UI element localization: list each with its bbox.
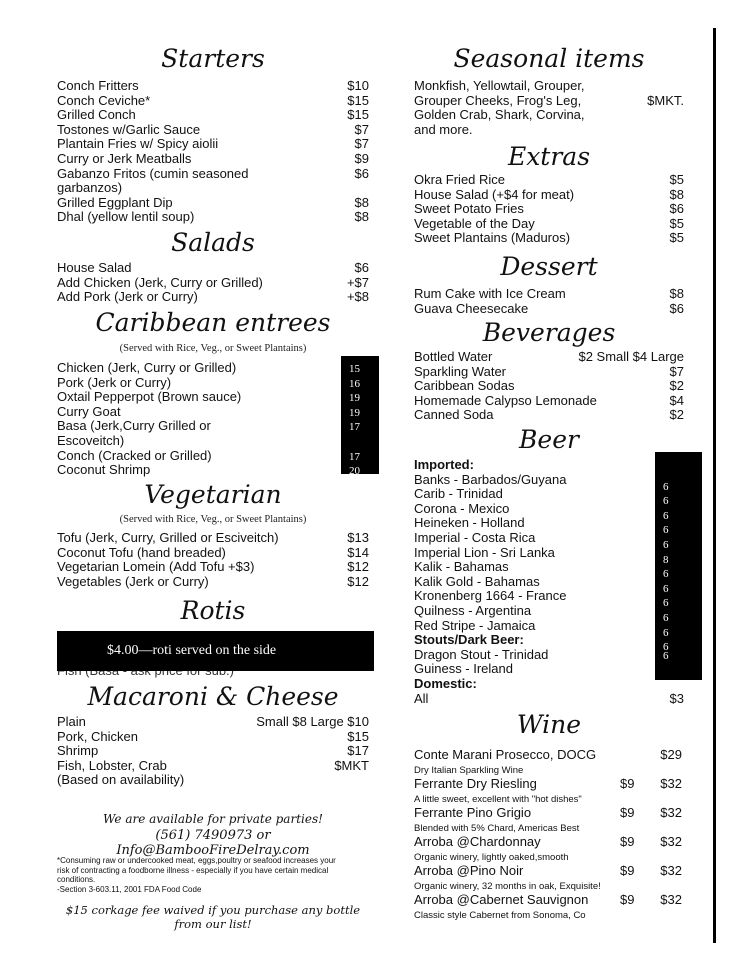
wine-name: Ferrante Dry Riesling bbox=[414, 776, 537, 791]
item-price: $15 bbox=[347, 92, 369, 108]
item-name: Guava Cheesecake bbox=[414, 300, 529, 316]
item-name: Tostones w/Garlic Sauce bbox=[57, 121, 201, 137]
item-name: Kalik - Bahamas bbox=[414, 559, 509, 575]
menu-item bbox=[414, 394, 684, 409]
menu-item bbox=[57, 376, 369, 391]
menu-item bbox=[57, 390, 369, 405]
item-price: $MKT. bbox=[647, 92, 684, 108]
wine-heading: Wine bbox=[516, 710, 582, 739]
item-price: $7 bbox=[354, 121, 369, 137]
caribbean-heading: Caribbean entrees bbox=[95, 308, 331, 337]
item-name: Imperial - Costa Rica bbox=[414, 530, 536, 545]
wine-description: A little sweet, excellent with "hot dishes" bbox=[414, 794, 582, 805]
seasonal-line bbox=[414, 94, 684, 109]
beer-item bbox=[414, 502, 684, 517]
wine-description: Classic style Cabernet from Sonoma, Co bbox=[414, 910, 586, 921]
item-name: All bbox=[414, 690, 429, 706]
wine-description: Dry Italian Sparkling Wine bbox=[414, 765, 524, 776]
menu-item bbox=[57, 261, 369, 276]
menu-item bbox=[57, 575, 369, 590]
beer-price: 6 bbox=[663, 641, 669, 654]
item-name: Pork (Jerk or Curry) bbox=[57, 374, 172, 390]
item-price: $2 Small $4 Large bbox=[578, 349, 684, 364]
seasonal-heading: Seasonal items bbox=[453, 44, 645, 73]
entree-price: 16 bbox=[349, 377, 360, 390]
item-price: $8 bbox=[669, 186, 684, 202]
item-name: Carib - Trinidad bbox=[414, 486, 503, 502]
item-price: $6 bbox=[354, 260, 369, 275]
item-name: Red Stripe - Jamaica bbox=[414, 617, 536, 633]
menu-item bbox=[57, 744, 369, 759]
beer-item bbox=[414, 487, 684, 502]
beverages-heading: Beverages bbox=[482, 318, 616, 347]
menu-item bbox=[57, 759, 369, 774]
item-price: $6 bbox=[354, 165, 369, 181]
item-price: $12 bbox=[347, 573, 369, 589]
beer-item bbox=[414, 648, 684, 663]
item-name: Canned Soda bbox=[414, 407, 494, 423]
beer-price: 6 bbox=[663, 480, 669, 493]
item-name: House Salad bbox=[57, 260, 132, 275]
starters-heading: Starters bbox=[161, 44, 265, 73]
item-name: Sweet Plantains (Maduros) bbox=[414, 230, 571, 246]
item-name: Bottled Water bbox=[414, 349, 493, 364]
item-price: Small $8 Large $10 bbox=[256, 714, 369, 729]
item-price: +$7 bbox=[346, 274, 369, 290]
entree-price: 20 bbox=[349, 465, 360, 478]
disclaimer-line-1: *Consuming raw or undercooked meat, eggs,poultry or seafood increases your bbox=[57, 856, 336, 865]
item-price: $5 bbox=[669, 230, 684, 246]
beer-price: 6 bbox=[663, 612, 669, 624]
item-name: Rum Cake with Ice Cream bbox=[414, 286, 566, 301]
beer-heading: Beer bbox=[519, 425, 579, 454]
item-price: $15 bbox=[347, 107, 369, 123]
menu-item bbox=[57, 152, 369, 167]
caribbean-note: (Served with Rice, Veg., or Sweet Plantains) bbox=[119, 343, 307, 354]
item-price: $12 bbox=[347, 559, 369, 575]
beer-price: 6 bbox=[663, 495, 669, 508]
wine-bottle-price: $32 bbox=[660, 805, 682, 820]
menu-item bbox=[57, 449, 369, 464]
item-name: Guiness - Ireland bbox=[414, 661, 513, 677]
item-name: Imported: bbox=[414, 457, 474, 472]
beer-price-block bbox=[655, 452, 702, 680]
item-name: Shrimp bbox=[57, 743, 99, 759]
menu-item bbox=[57, 434, 369, 449]
beer-price: 6 bbox=[663, 568, 669, 581]
menu-item bbox=[414, 350, 684, 365]
seasonal-line bbox=[414, 79, 684, 94]
item-name: Add Chicken (Jerk, Curry or Grilled) bbox=[57, 274, 263, 290]
wine-glass-price: $9 bbox=[620, 805, 635, 820]
item-name: Sparkling Water bbox=[414, 363, 506, 379]
beer-item bbox=[414, 589, 684, 604]
item-name: Curry Goat bbox=[57, 403, 121, 419]
menu-item bbox=[57, 405, 369, 420]
item-price: $10 bbox=[347, 78, 369, 93]
beer-price: 6 bbox=[663, 509, 669, 522]
menu-item bbox=[57, 94, 369, 109]
menu-item bbox=[414, 217, 684, 232]
item-name: Basa (Jerk,Curry Grilled or bbox=[57, 418, 211, 434]
beer-item bbox=[414, 575, 684, 590]
menu-item bbox=[57, 531, 369, 546]
item-name: Grouper Cheeks, Frog's Leg, bbox=[414, 92, 582, 108]
menu-item bbox=[57, 715, 369, 730]
wine-glass-price: $9 bbox=[620, 834, 635, 849]
wine-glass-price: $9 bbox=[620, 776, 635, 791]
menu-item bbox=[414, 202, 684, 217]
menu-item bbox=[414, 287, 684, 302]
item-name: Okra Fried Rice bbox=[414, 172, 506, 187]
item-price: $7 bbox=[354, 136, 369, 152]
vegetarian-heading: Vegetarian bbox=[144, 480, 282, 509]
caribbean-price-block bbox=[341, 356, 379, 478]
item-price: $8 bbox=[354, 209, 369, 225]
item-price: $4 bbox=[669, 392, 684, 408]
menu-item bbox=[57, 108, 369, 123]
disclaimer-line-3: conditions. bbox=[57, 875, 96, 884]
menu-item bbox=[57, 123, 369, 138]
item-name: Monkfish, Yellowtail, Grouper, bbox=[414, 78, 585, 93]
beer-item bbox=[414, 692, 684, 707]
item-name: Escoveitch) bbox=[57, 433, 125, 448]
item-name: and more. bbox=[414, 121, 473, 137]
item-name: Conch Fritters bbox=[57, 78, 139, 93]
item-name: Golden Crab, Shark, Corvina, bbox=[414, 107, 585, 123]
item-name: Dhal (yellow lentil soup) bbox=[57, 209, 195, 225]
roti-banner: $4.00—roti served on the side bbox=[57, 631, 374, 671]
item-name: Tofu (Jerk, Curry, Grilled or Esciveitch) bbox=[57, 530, 279, 545]
menu-item bbox=[57, 276, 369, 291]
menu-item bbox=[414, 408, 684, 423]
beer-price: 6 bbox=[663, 649, 669, 662]
menu-item bbox=[414, 302, 684, 317]
entree-price: 19 bbox=[349, 406, 360, 419]
wine-bottle-price: $29 bbox=[660, 747, 682, 762]
item-name: Vegetarian Lomein (Add Tofu +$3) bbox=[57, 559, 255, 575]
menu-item bbox=[57, 137, 369, 152]
extras-heading: Extras bbox=[507, 142, 591, 171]
wine-description: Blended with 5% Chard, Americas Best bbox=[414, 823, 580, 834]
item-name: Oxtail Pepperpot (Brown sauce) bbox=[57, 389, 242, 405]
item-name: Stouts/Dark Beer: bbox=[414, 632, 524, 648]
disclaimer bbox=[57, 856, 377, 894]
wine-bottle-price: $32 bbox=[660, 776, 682, 791]
vertical-rule bbox=[713, 28, 716, 943]
item-price: $8 bbox=[354, 194, 369, 210]
menu-item bbox=[57, 196, 369, 211]
item-name: Vegetables (Jerk or Curry) bbox=[57, 573, 209, 589]
disclaimer-line-4: -Section 3-603.11, 2001 FDA Food Code bbox=[57, 884, 202, 894]
dessert-heading: Dessert bbox=[500, 252, 598, 281]
menu-item bbox=[57, 730, 369, 745]
menu-item bbox=[57, 167, 369, 182]
item-name: Curry or Jerk Meatballs bbox=[57, 151, 192, 166]
beer-price: 6 bbox=[663, 539, 669, 551]
menu-item bbox=[414, 379, 684, 394]
item-name: Plantain Fries w/ Spicy aiolii bbox=[57, 136, 219, 152]
beer-price: 6 bbox=[663, 626, 669, 639]
menu-item bbox=[414, 365, 684, 380]
entree-price: 19 bbox=[349, 392, 360, 405]
wine-glass-price: $9 bbox=[620, 892, 635, 907]
item-price: $9 bbox=[354, 151, 369, 166]
salads-heading: Salads bbox=[171, 228, 255, 257]
item-name: Conch (Cracked or Grilled) bbox=[57, 447, 212, 463]
item-name: House Salad (+$4 for meat) bbox=[414, 186, 575, 202]
disclaimer-line-2: risk of contracting a foodborne illness - especially if you have certain medical bbox=[57, 865, 329, 875]
item-name: Coconut Tofu (hand breaded) bbox=[57, 544, 226, 560]
mac-heading: Macaroni & Cheese bbox=[87, 682, 339, 711]
beer-item bbox=[414, 604, 684, 619]
menu-item bbox=[414, 231, 684, 246]
seasonal-line bbox=[414, 123, 684, 138]
wine-description: Organic winery, 32 months in oak, Exquisite! bbox=[414, 881, 601, 892]
item-name: Corona - Mexico bbox=[414, 500, 510, 516]
item-price: $6 bbox=[669, 300, 684, 316]
item-price: $6 bbox=[669, 201, 684, 217]
contact-line: (561) 7490973 or Info@BambooFireDelray.com bbox=[116, 828, 310, 858]
item-price: $5 bbox=[669, 172, 684, 187]
item-price: $7 bbox=[669, 363, 684, 379]
item-name: Quilness - Argentina bbox=[414, 603, 532, 618]
beer-domestic-label bbox=[414, 677, 684, 692]
beer-stouts-label bbox=[414, 633, 684, 648]
item-name: Caribbean Sodas bbox=[414, 378, 515, 394]
beer-item bbox=[414, 531, 684, 546]
beer-item bbox=[414, 560, 684, 575]
item-name: Dragon Stout - Trinidad bbox=[414, 646, 549, 662]
beer-price: 6 bbox=[663, 597, 669, 610]
menu-item bbox=[57, 290, 369, 305]
item-name: Chicken (Jerk, Curry or Grilled) bbox=[57, 360, 237, 375]
menu-item bbox=[57, 773, 369, 788]
beer-item bbox=[414, 619, 684, 634]
beer-price: 8 bbox=[663, 553, 669, 566]
item-price: $3 bbox=[669, 690, 684, 706]
wine-name: Arroba @Chardonnay bbox=[414, 834, 541, 849]
item-name: (Based on availability) bbox=[57, 772, 185, 788]
item-name: Grilled Conch bbox=[57, 107, 136, 123]
wine-name: Conte Marani Prosecco, DOCG bbox=[414, 747, 597, 762]
entree-price: 15 bbox=[349, 363, 360, 375]
wine-bottle-price: $32 bbox=[660, 834, 682, 849]
beer-price: 6 bbox=[663, 524, 669, 537]
item-name: Sweet Potato Fries bbox=[414, 201, 524, 217]
beer-item bbox=[414, 662, 684, 677]
item-name: Vegetable of the Day bbox=[414, 215, 535, 231]
item-name: Fish, Lobster, Crab bbox=[57, 757, 167, 773]
item-name: garbanzos) bbox=[57, 180, 123, 196]
item-name: Pork, Chicken bbox=[57, 728, 138, 744]
item-name: Kronenberg 1664 - France bbox=[414, 588, 567, 604]
menu-item bbox=[57, 79, 369, 94]
entree-price: 17 bbox=[349, 421, 360, 434]
item-name: Domestic: bbox=[414, 676, 477, 691]
entree-price: 17 bbox=[349, 450, 360, 463]
wine-bottle-price: $32 bbox=[660, 863, 682, 878]
private-parties-line: We are available for private parties! bbox=[103, 812, 323, 826]
rotis-heading: Rotis bbox=[180, 596, 246, 625]
menu-item bbox=[414, 173, 684, 188]
item-name: Grilled Eggplant Dip bbox=[57, 194, 173, 210]
menu-item bbox=[57, 210, 369, 225]
menu-item bbox=[57, 361, 369, 376]
item-price: $2 bbox=[669, 378, 684, 394]
wine-name: Arroba @Pino Noir bbox=[414, 863, 524, 878]
vegetarian-note: (Served with Rice, Veg., or Sweet Plantains) bbox=[119, 514, 307, 525]
item-price: $13 bbox=[347, 530, 369, 545]
corkage-line: $15 corkage fee waived if you purchase any bottle from our list! bbox=[65, 903, 361, 931]
beer-price: 6 bbox=[663, 582, 669, 595]
menu-item bbox=[57, 181, 369, 196]
item-name: Plain bbox=[57, 714, 86, 729]
item-price: $14 bbox=[347, 544, 369, 560]
wine-name: Ferrante Pino Grigio bbox=[414, 805, 532, 820]
wine-glass-price: $9 bbox=[620, 863, 635, 878]
item-name: Coconut Shrimp bbox=[57, 462, 151, 478]
beer-item bbox=[414, 516, 684, 531]
wine-bottle-price: $32 bbox=[660, 892, 682, 907]
menu-item bbox=[414, 188, 684, 203]
item-name: Heineken - Holland bbox=[414, 515, 525, 531]
item-name: Homemade Calypso Lemonade bbox=[414, 392, 597, 408]
item-name: Imperial Lion - Sri Lanka bbox=[414, 544, 555, 560]
menu-item bbox=[57, 463, 369, 478]
wine-name: Arroba @Cabernet Sauvignon bbox=[414, 892, 589, 907]
item-price: $17 bbox=[347, 743, 369, 759]
seasonal-line bbox=[414, 108, 684, 123]
wine-description: Organic winery, lightly oaked,smooth bbox=[414, 852, 569, 863]
beer-item bbox=[414, 546, 684, 561]
item-price: $15 bbox=[347, 728, 369, 744]
item-price: $2 bbox=[669, 407, 684, 423]
menu-item bbox=[57, 546, 369, 561]
item-name: Add Pork (Jerk or Curry) bbox=[57, 289, 198, 305]
beer-imported-label bbox=[414, 458, 684, 473]
menu-item bbox=[57, 560, 369, 575]
beer-item bbox=[414, 473, 684, 488]
item-price: $8 bbox=[669, 286, 684, 301]
item-name: Conch Ceviche* bbox=[57, 92, 151, 108]
item-name: Banks - Barbados/Guyana bbox=[414, 471, 567, 487]
item-name: Kalik Gold - Bahamas bbox=[414, 573, 540, 589]
item-price: +$8 bbox=[346, 289, 369, 305]
item-name: Gabanzo Fritos (cumin seasoned bbox=[57, 165, 249, 181]
item-price: $MKT bbox=[334, 757, 369, 773]
item-price: $5 bbox=[669, 215, 684, 231]
menu-item bbox=[57, 419, 369, 434]
